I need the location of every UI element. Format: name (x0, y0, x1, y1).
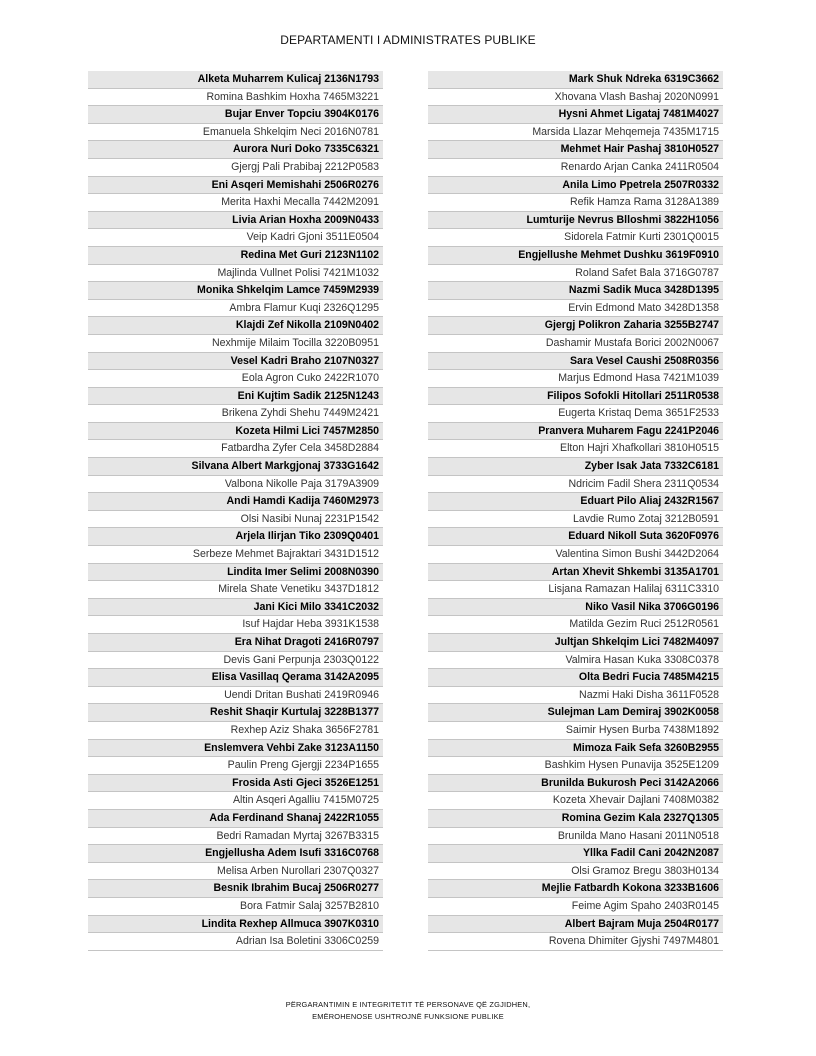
list-item: Arjela Ilirjan Tiko 2309Q0401 (88, 528, 383, 546)
list-item: Pranvera Muharem Fagu 2241P2046 (428, 423, 723, 441)
list-item: Zyber Isak Jata 7332C6181 (428, 458, 723, 476)
list-item: Jani Kici Milo 3341C2032 (88, 599, 383, 617)
list-item: Niko Vasil Nika 3706G0196 (428, 599, 723, 617)
list-item: Majlinda Vullnet Polisi 7421M1032 (88, 265, 383, 283)
list-item: Gjergj Pali Prabibaj 2212P0583 (88, 159, 383, 177)
list-item: Olsi Gramoz Bregu 3803H0134 (428, 863, 723, 881)
list-item: Roland Safet Bala 3716G0787 (428, 265, 723, 283)
list-item: Redina Met Guri 2123N1102 (88, 247, 383, 265)
list-item: Mark Shuk Ndreka 6319C3662 (428, 71, 723, 89)
list-item: Nexhmije Milaim Tocilla 3220B0951 (88, 335, 383, 353)
list-item: Eugerta Kristaq Dema 3651F2533 (428, 405, 723, 423)
list-item: Artan Xhevit Shkembi 3135A1701 (428, 564, 723, 582)
list-item: Lumturije Nevrus Blloshmi 3822H1056 (428, 212, 723, 230)
list-item: Alketa Muharrem Kulicaj 2136N1793 (88, 71, 383, 89)
list-item: Sidorela Fatmir Kurti 2301Q0015 (428, 229, 723, 247)
list-item: Serbeze Mehmet Bajraktari 3431D1512 (88, 546, 383, 564)
list-item: Lindita Rexhep Allmuca 3907K0310 (88, 916, 383, 934)
list-item: Paulin Preng Gjergji 2234P1655 (88, 757, 383, 775)
list-item: Mirela Shate Venetiku 3437D1812 (88, 581, 383, 599)
list-item: Engjellushe Mehmet Dushku 3619F0910 (428, 247, 723, 265)
list-item: Elton Hajri Xhafkollari 3810H0515 (428, 440, 723, 458)
list-item: Lindita Imer Selimi 2008N0390 (88, 564, 383, 582)
footer-line-1: PËRGARANTIMIN E INTEGRITETIT TË PERSONAVE QË ZGJIDHEN, (285, 1000, 531, 1009)
list-item: Renardo Arjan Canka 2411R0504 (428, 159, 723, 177)
list-item: Adrian Isa Boletini 3306C0259 (88, 933, 383, 951)
left-name-list (88, 71, 383, 951)
list-item: Mehmet Hair Pashaj 3810H0527 (428, 141, 723, 159)
list-item: Isuf Hajdar Heba 3931K1538 (88, 616, 383, 634)
list-item: Mimoza Faik Sefa 3260B2955 (428, 740, 723, 758)
list-item: Gjergj Polikron Zaharia 3255B2747 (428, 317, 723, 335)
footer-line-2: EMËROHENOSE USHTROJNË FUNKSIONE PUBLIKE (312, 1011, 504, 1021)
list-item: Frosida Asti Gjeci 3526E1251 (88, 775, 383, 793)
list-item: Brunilda Bukurosh Peci 3142A2066 (428, 775, 723, 793)
list-item: Altin Asqeri Agalliu 7415M0725 (88, 792, 383, 810)
list-item: Olta Bedri Fucia 7485M4215 (428, 669, 723, 687)
list-item: Ervin Edmond Mato 3428D1358 (428, 300, 723, 318)
list-item: Eduart Pilo Aliaj 2432R1567 (428, 493, 723, 511)
list-item: Eduard Nikoll Suta 3620F0976 (428, 528, 723, 546)
list-item: Ada Ferdinand Shanaj 2422R1055 (88, 810, 383, 828)
list-item: Era Nihat Dragoti 2416R0797 (88, 634, 383, 652)
right-name-list (428, 71, 723, 951)
list-item: Marjus Edmond Hasa 7421M1039 (428, 370, 723, 388)
list-item: Valmira Hasan Kuka 3308C0378 (428, 652, 723, 670)
list-item: Rovena Dhimiter Gjyshi 7497M4801 (428, 933, 723, 951)
list-item: Refik Hamza Rama 3128A1389 (428, 194, 723, 212)
list-item: Merita Haxhi Mecalla 7442M2091 (88, 194, 383, 212)
list-item: Nazmi Sadik Muca 3428D1395 (428, 282, 723, 300)
list-item: Valbona Nikolle Paja 3179A3909 (88, 476, 383, 494)
footer (0, 999, 816, 1022)
list-item: Eola Agron Cuko 2422R1070 (88, 370, 383, 388)
list-item: Olsi Nasibi Nunaj 2231P1542 (88, 511, 383, 529)
list-item: Sara Vesel Caushi 2508R0356 (428, 353, 723, 371)
list-item: Mejlie Fatbardh Kokona 3233B1606 (428, 880, 723, 898)
list-item: Valentina Simon Bushi 3442D2064 (428, 546, 723, 564)
list-item: Fatbardha Zyfer Cela 3458D2884 (88, 440, 383, 458)
list-item: Saimir Hysen Burba 7438M1892 (428, 722, 723, 740)
list-item: Emanuela Shkelqim Neci 2016N0781 (88, 124, 383, 142)
list-item: Melisa Arben Nurollari 2307Q0327 (88, 863, 383, 881)
list-item: Livia Arian Hoxha 2009N0433 (88, 212, 383, 230)
list-item: Vesel Kadri Braho 2107N0327 (88, 353, 383, 371)
list-item: Dashamir Mustafa Borici 2002N0067 (428, 335, 723, 353)
list-item: Anila Limo Ppetrela 2507R0332 (428, 177, 723, 195)
list-item: Eni Asqeri Memishahi 2506R0276 (88, 177, 383, 195)
list-item: Romina Bashkim Hoxha 7465M3221 (88, 89, 383, 107)
list-item: Jultjan Shkelqim Lici 7482M4097 (428, 634, 723, 652)
list-item: Albert Bajram Muja 2504R0177 (428, 916, 723, 934)
list-item: Klajdi Zef Nikolla 2109N0402 (88, 317, 383, 335)
list-item: Romina Gezim Kala 2327Q1305 (428, 810, 723, 828)
list-item: Enslemvera Vehbi Zake 3123A1150 (88, 740, 383, 758)
list-item: Eni Kujtim Sadik 2125N1243 (88, 388, 383, 406)
list-item: Uendi Dritan Bushati 2419R0946 (88, 687, 383, 705)
list-item: Matilda Gezim Ruci 2512R0561 (428, 616, 723, 634)
list-item: Andi Hamdi Kadija 7460M2973 (88, 493, 383, 511)
list-item: Sulejman Lam Demiraj 3902K0058 (428, 704, 723, 722)
list-item: Aurora Nuri Doko 7335C6321 (88, 141, 383, 159)
list-item: Engjellusha Adem Isufi 3316C0768 (88, 845, 383, 863)
list-item: Kozeta Xhevair Dajlani 7408M0382 (428, 792, 723, 810)
list-item: Bora Fatmir Salaj 3257B2810 (88, 898, 383, 916)
list-item: Reshit Shaqir Kurtulaj 3228B1377 (88, 704, 383, 722)
list-item: Xhovana Vlash Bashaj 2020N0991 (428, 89, 723, 107)
list-item: Veip Kadri Gjoni 3511E0504 (88, 229, 383, 247)
list-item: Ambra Flamur Kuqi 2326Q1295 (88, 300, 383, 318)
list-item: Rexhep Aziz Shaka 3656F2781 (88, 722, 383, 740)
list-item: Lavdie Rumo Zotaj 3212B0591 (428, 511, 723, 529)
list-item: Silvana Albert Markgjonaj 3733G1642 (88, 458, 383, 476)
list-item: Marsida Llazar Mehqemeja 7435M1715 (428, 124, 723, 142)
list-item: Bujar Enver Topciu 3904K0176 (88, 106, 383, 124)
list-item: Besnik Ibrahim Bucaj 2506R0277 (88, 880, 383, 898)
list-item: Yllka Fadil Cani 2042N2087 (428, 845, 723, 863)
list-item: Elisa Vasillaq Qerama 3142A2095 (88, 669, 383, 687)
list-item: Lisjana Ramazan Halilaj 6311C3310 (428, 581, 723, 599)
list-item: Bedri Ramadan Myrtaj 3267B3315 (88, 828, 383, 846)
list-item: Brikena Zyhdi Shehu 7449M2421 (88, 405, 383, 423)
list-item: Feime Agim Spaho 2403R0145 (428, 898, 723, 916)
list-item: Bashkim Hysen Punavija 3525E1209 (428, 757, 723, 775)
page-title: DEPARTAMENTI I ADMINISTRATES PUBLIKE (280, 33, 536, 47)
list-item: Nazmi Haki Disha 3611F0528 (428, 687, 723, 705)
list-item: Ndricim Fadil Shera 2311Q0534 (428, 476, 723, 494)
list-item: Brunilda Mano Hasani 2011N0518 (428, 828, 723, 846)
list-item: Hysni Ahmet Ligataj 7481M4027 (428, 106, 723, 124)
list-item: Kozeta Hilmi Lici 7457M2850 (88, 423, 383, 441)
list-item: Devis Gani Perpunja 2303Q0122 (88, 652, 383, 670)
list-item: Monika Shkelqim Lamce 7459M2939 (88, 282, 383, 300)
list-item: Filipos Sofokli Hitollari 2511R0538 (428, 388, 723, 406)
